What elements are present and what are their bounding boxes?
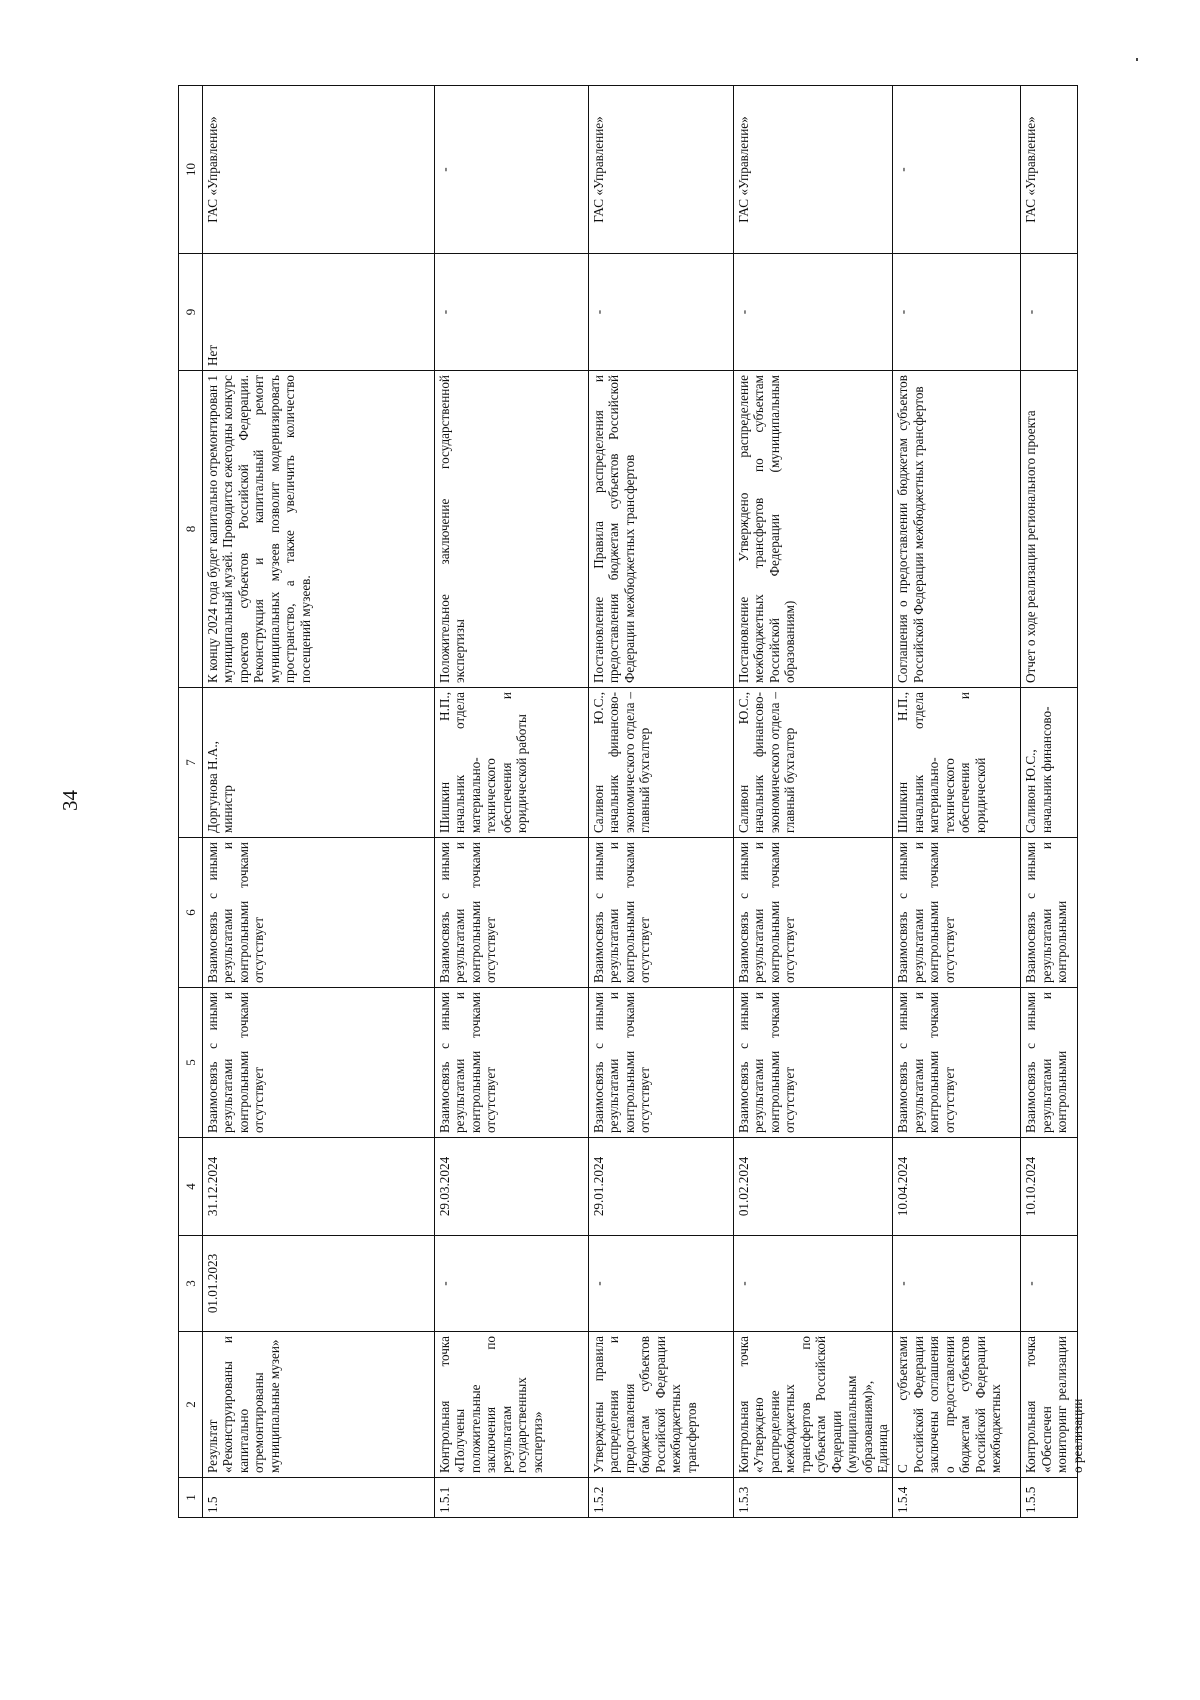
result-name: Контрольная точка «Утверждено распределение межбюджетных трансфертов по субъектам Российской Федерации (муниципальным образованиям)», Единица <box>734 1332 893 1478</box>
plan-table <box>178 85 1085 1518</box>
responsible-person <box>1021 688 1078 838</box>
successor-link: Взаимосвязь с иными результатами и контрольными точками отсутствует <box>435 838 589 988</box>
successor-link: Взаимосвязь с иными результатами и контрольными точками отсутствует <box>734 838 893 988</box>
column-header: 10 <box>179 86 203 254</box>
row-number: 1.5.1 <box>435 1478 589 1518</box>
end-date: 01.02.2024 <box>734 1138 893 1236</box>
confirming-document: Отчет о ходе реализации регионального проекта <box>1021 371 1078 688</box>
confirming-document: К концу 2024 года будет капитально отремонтирован 1 муниципальный музей. Проводится ежегодны конкурс проектов субъектов Российской Федерации. Реконструкция и капитальный ремонт муниципальных музеев позволит модернизировать пространство, а также увеличить количество посещений музеев. <box>203 371 435 688</box>
scan-speck <box>1136 58 1138 61</box>
end-date: 10.04.2024 <box>893 1138 1021 1236</box>
confirming-document: Соглашения о предоставлении бюджетам субъектов Российской Федерации межбюджетных трансфертов <box>893 371 1021 688</box>
column-header: 3 <box>179 1236 203 1332</box>
column-header: 1 <box>179 1478 203 1518</box>
end-date: 29.03.2024 <box>435 1138 589 1236</box>
row-number: 1.5.5 <box>1021 1478 1078 1518</box>
responsible-person: Шишкин Н.П., начальник отдела материально-технического обеспечения и юридической <box>893 688 1021 838</box>
confirming-document: Положительное заключение государственной экспертизы <box>435 371 589 688</box>
level-cell: - <box>435 254 589 371</box>
result-name-text: Контрольная точка «Обеспечен мониторинг реализации о реализации <box>1023 1336 1085 1473</box>
table-row <box>734 86 893 1518</box>
start-date: - <box>734 1236 893 1332</box>
result-name: Контрольная точка «Получены положительные заключения по результатам государственных экспертиз» <box>435 1332 589 1478</box>
result-name: Результат «Реконструированы и капитально отремонтированы муниципальные музеи» <box>203 1332 435 1478</box>
end-date: 31.12.2024 <box>203 1138 435 1236</box>
row-number: 1.5.3 <box>734 1478 893 1518</box>
information-system: ГАС «Управление» <box>1021 86 1078 254</box>
rotated-table-container <box>178 86 1085 1518</box>
confirming-document: Постановление Правила распределения и предоставления бюджетам субъектов Российской Федерации межбюджетных трансфертов <box>589 371 734 688</box>
row-number: 1.5.4 <box>893 1478 1021 1518</box>
start-date: 01.01.2023 <box>203 1236 435 1332</box>
column-header: 4 <box>179 1138 203 1236</box>
successor-link: Взаимосвязь с иными результатами и контрольными точками отсутствует <box>589 838 734 988</box>
row-number: 1.5 <box>203 1478 435 1518</box>
result-name: Утверждены правила распределения и предоставления бюджетам субъектов Российской Федерации межбюджетных трансфертов <box>589 1332 734 1478</box>
start-date: - <box>1021 1236 1078 1332</box>
level-cell: - <box>1021 254 1078 371</box>
column-header: 2 <box>179 1332 203 1478</box>
table-row <box>1021 86 1078 1518</box>
row-number: 1.5.2 <box>589 1478 734 1518</box>
information-system: - <box>435 86 589 254</box>
end-date: 10.10.2024 <box>1021 1138 1078 1236</box>
table-row <box>893 86 1021 1518</box>
predecessor-link: Взаимосвязь с иными результатами и контрольными точками отсутствует <box>893 988 1021 1138</box>
responsible-person: Шишкин Н.П., начальник отдела материально-технического обеспечения и юридической работы <box>435 688 589 838</box>
responsible-text: Саливон Ю.С., начальник финансово- <box>1023 706 1054 833</box>
responsible-person: Доргунова Н.А., министр <box>203 688 435 838</box>
predecessor-link: Взаимосвязь с иными результатами и контрольными точками отсутствует <box>589 988 734 1138</box>
successor-link: Взаимосвязь с иными результатами и контрольными точками отсутствует <box>893 838 1021 988</box>
header-row <box>179 86 203 1518</box>
successor-link: Взаимосвязь с иными результатами и контрольными точками отсутствует <box>203 838 435 988</box>
level-cell: - <box>589 254 734 371</box>
level-cell: - <box>734 254 893 371</box>
responsible-person: Саливон Ю.С., начальник финансово-экономического отдела – главный бухгалтер <box>589 688 734 838</box>
predecessor-link <box>1021 988 1078 1138</box>
column-header: 5 <box>179 988 203 1138</box>
result-name: С субъектами Российской Федерации заключены соглашения о предоставлении бюджетам субъектов Российской Федерации межбюджетных <box>893 1332 1021 1478</box>
table-row <box>435 86 589 1518</box>
column-header: 6 <box>179 838 203 988</box>
information-system: - <box>893 86 1021 254</box>
successor-link <box>1021 838 1078 988</box>
page-number: 34 <box>58 790 82 811</box>
predecessor-link: Взаимосвязь с иными результатами и контрольными точками отсутствует <box>203 988 435 1138</box>
column-header: 8 <box>179 371 203 688</box>
start-date: - <box>435 1236 589 1332</box>
information-system: ГАС «Управление» <box>734 86 893 254</box>
level-cell: - <box>893 254 1021 371</box>
responsible-person: Саливон Ю.С., начальник финансово-экономического отдела – главный бухгалтер <box>734 688 893 838</box>
result-name <box>1021 1332 1085 1478</box>
level-cell: Нет <box>203 254 435 371</box>
start-date: - <box>589 1236 734 1332</box>
column-header: 7 <box>179 688 203 838</box>
column-header: 9 <box>179 254 203 371</box>
table-row <box>203 86 435 1518</box>
predecessor-link: Взаимосвязь с иными результатами и контрольными точками отсутствует <box>734 988 893 1138</box>
end-date: 29.01.2024 <box>589 1138 734 1236</box>
table-row <box>589 86 734 1518</box>
successor-text: Взаимосвязь с иными результатами и контрольными <box>1023 842 1070 983</box>
information-system: ГАС «Управление» <box>203 86 435 254</box>
information-system: ГАС «Управление» <box>589 86 734 254</box>
confirming-document: Постановление Утверждено распределение межбюджетных трансфертов по субъектам Российской Федерации (муниципальным образованиям) <box>734 371 893 688</box>
predecessor-text: Взаимосвязь с иными результатами и контрольными <box>1023 992 1070 1133</box>
predecessor-link: Взаимосвязь с иными результатами и контрольными точками отсутствует <box>435 988 589 1138</box>
start-date: - <box>893 1236 1021 1332</box>
